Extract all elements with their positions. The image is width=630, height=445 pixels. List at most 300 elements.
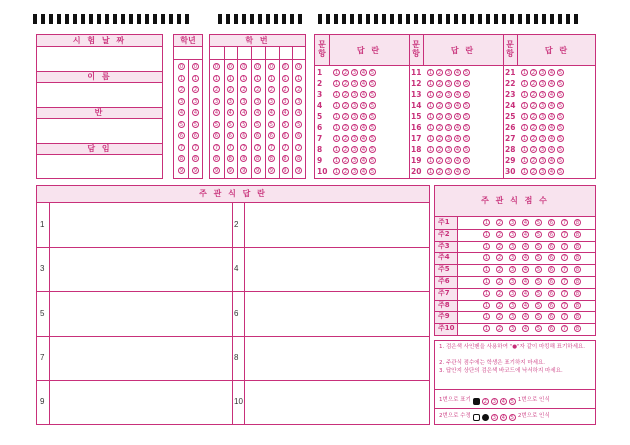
grade-bubble[interactable]: 3 <box>193 98 198 105</box>
score-bubble[interactable]: 2 <box>497 243 502 250</box>
student-number-bubble[interactable]: 8 <box>283 156 287 162</box>
mc-choice-bubble[interactable]: 2 <box>343 125 348 131</box>
mc-choice-bubble[interactable]: 5 <box>464 103 469 109</box>
mc-choice-bubble[interactable]: 3 <box>446 92 451 98</box>
mc-choice-bubble[interactable]: 4 <box>455 169 460 175</box>
score-bubble[interactable]: 3 <box>510 220 515 226</box>
mc-choice-bubble[interactable]: 5 <box>370 70 375 76</box>
mc-choice-bubble[interactable]: 2 <box>343 169 348 175</box>
student-number-bubble[interactable]: 6 <box>283 133 287 139</box>
mc-choice-bubble[interactable]: 4 <box>361 125 366 131</box>
score-bubble[interactable]: 4 <box>523 314 528 321</box>
student-number-bubble[interactable]: 7 <box>297 144 301 151</box>
mc-choice-bubble[interactable]: 4 <box>549 103 554 109</box>
mc-choice-bubble[interactable]: 1 <box>334 158 339 164</box>
grade-bubble[interactable]: 3 <box>179 98 184 105</box>
mc-choice-bubble[interactable]: 1 <box>334 169 339 175</box>
score-bubble[interactable]: 4 <box>523 231 528 238</box>
mc-choice-bubble[interactable]: 3 <box>446 147 451 153</box>
score-bubble[interactable]: 4 <box>523 279 528 285</box>
mc-choice-bubble[interactable]: 5 <box>464 158 469 164</box>
mc-choice-bubble[interactable]: 5 <box>558 114 563 120</box>
grade-bubble[interactable]: 4 <box>193 110 198 116</box>
student-number-bubble[interactable]: 1 <box>214 75 219 82</box>
grade-bubble[interactable]: 6 <box>193 133 198 139</box>
student-number-bubble[interactable]: 5 <box>297 121 301 128</box>
mc-choice-bubble[interactable]: 3 <box>446 125 451 131</box>
score-bubble[interactable]: 1 <box>484 314 489 321</box>
mc-choice-bubble[interactable]: 3 <box>446 136 451 142</box>
mc-choice-bubble[interactable]: 5 <box>558 147 563 153</box>
seal-field[interactable] <box>37 155 162 179</box>
mc-choice-bubble[interactable]: 5 <box>370 81 375 87</box>
mc-choice-bubble[interactable]: 3 <box>540 103 545 109</box>
grade-bubble[interactable]: 9 <box>179 167 184 174</box>
student-number-bubble[interactable]: 8 <box>256 156 260 162</box>
score-bubble[interactable]: 7 <box>562 255 567 262</box>
grade-bubble[interactable]: 7 <box>179 144 184 151</box>
mc-choice-bubble[interactable]: 5 <box>464 114 469 120</box>
student-number-bubble[interactable]: 5 <box>283 121 287 128</box>
score-bubble[interactable]: 2 <box>497 255 502 262</box>
mc-choice-bubble[interactable]: 1 <box>428 169 433 175</box>
score-bubble[interactable]: 6 <box>549 314 554 321</box>
score-bubble[interactable]: 8 <box>575 231 580 238</box>
mc-choice-bubble[interactable]: 1 <box>428 81 433 87</box>
student-number-bubble[interactable]: 7 <box>214 144 219 151</box>
score-bubble[interactable]: 1 <box>484 255 489 262</box>
score-bubble[interactable]: 2 <box>497 231 502 238</box>
mc-choice-bubble[interactable]: 1 <box>428 92 433 98</box>
score-bubble[interactable]: 4 <box>523 267 528 274</box>
student-number-bubble[interactable]: 2 <box>269 87 273 93</box>
student-number-bubble[interactable]: 9 <box>214 167 219 174</box>
mc-choice-bubble[interactable]: 2 <box>343 136 348 142</box>
student-number-bubble[interactable]: 0 <box>269 64 273 70</box>
mc-choice-bubble[interactable]: 3 <box>446 103 451 109</box>
mc-choice-bubble[interactable]: 4 <box>361 169 366 175</box>
grade-bubble[interactable]: 0 <box>179 64 184 70</box>
student-number-bubble[interactable]: 0 <box>297 64 301 70</box>
mc-choice-bubble[interactable]: 2 <box>437 136 442 142</box>
mc-choice-bubble[interactable]: 5 <box>558 158 563 164</box>
mc-choice-bubble[interactable]: 3 <box>352 136 357 142</box>
mc-choice-bubble[interactable]: 2 <box>437 169 442 175</box>
grade-bubble[interactable]: 9 <box>193 167 198 174</box>
mc-choice-bubble[interactable]: 5 <box>464 125 469 131</box>
score-bubble[interactable]: 5 <box>536 279 541 285</box>
mc-choice-bubble[interactable]: 3 <box>540 169 545 175</box>
score-bubble[interactable]: 1 <box>484 326 489 333</box>
mc-choice-bubble[interactable]: 4 <box>361 114 366 120</box>
mc-choice-bubble[interactable]: 1 <box>522 70 527 76</box>
mc-choice-bubble[interactable]: 1 <box>522 169 527 175</box>
mc-choice-bubble[interactable]: 4 <box>361 70 366 76</box>
student-number-bubble[interactable]: 5 <box>214 121 219 128</box>
grade-bubble[interactable]: 8 <box>179 156 184 162</box>
score-bubble[interactable]: 8 <box>575 314 580 321</box>
mc-choice-bubble[interactable]: 1 <box>428 125 433 131</box>
mc-choice-bubble[interactable]: 3 <box>352 169 357 175</box>
mc-choice-bubble[interactable]: 4 <box>361 92 366 98</box>
score-bubble[interactable]: 4 <box>523 302 528 309</box>
score-bubble[interactable]: 3 <box>510 290 515 297</box>
student-number-bubble[interactable]: 3 <box>269 98 273 105</box>
student-number-bubble[interactable]: 1 <box>269 75 273 82</box>
mc-choice-bubble[interactable]: 5 <box>370 125 375 131</box>
score-bubble[interactable]: 4 <box>523 255 528 262</box>
mc-choice-bubble[interactable]: 5 <box>370 92 375 98</box>
score-bubble[interactable]: 5 <box>536 243 541 250</box>
mc-choice-bubble[interactable]: 5 <box>370 136 375 142</box>
student-number-bubble[interactable]: 0 <box>242 64 246 70</box>
mc-choice-bubble[interactable]: 2 <box>343 114 348 120</box>
mc-choice-bubble[interactable]: 1 <box>334 114 339 120</box>
score-bubble[interactable]: 3 <box>510 279 515 285</box>
score-bubble[interactable]: 6 <box>549 302 554 309</box>
score-bubble[interactable]: 8 <box>575 302 580 309</box>
mc-choice-bubble[interactable]: 4 <box>549 92 554 98</box>
mc-choice-bubble[interactable]: 4 <box>549 136 554 142</box>
student-number-bubble[interactable]: 0 <box>256 64 260 70</box>
score-bubble[interactable]: 7 <box>562 314 567 321</box>
student-number-bubble[interactable]: 4 <box>269 110 273 116</box>
student-number-bubble[interactable]: 7 <box>256 144 260 151</box>
student-number-bubble[interactable]: 0 <box>214 64 219 70</box>
mc-choice-bubble[interactable]: 5 <box>558 169 563 175</box>
mc-choice-bubble[interactable]: 1 <box>334 136 339 142</box>
student-number-bubble[interactable]: 6 <box>297 133 301 139</box>
mc-choice-bubble[interactable]: 1 <box>522 103 527 109</box>
student-number-bubble[interactable]: 4 <box>297 110 301 116</box>
mc-choice-bubble[interactable]: 2 <box>437 147 442 153</box>
mc-choice-bubble[interactable]: 1 <box>428 147 433 153</box>
student-number-bubble[interactable]: 7 <box>228 144 232 151</box>
student-number-bubble[interactable]: 5 <box>228 121 232 128</box>
grade-bubble[interactable]: 4 <box>179 110 184 116</box>
mc-choice-bubble[interactable]: 2 <box>437 81 442 87</box>
mc-choice-bubble[interactable]: 3 <box>540 136 545 142</box>
grade-bubble[interactable]: 2 <box>179 87 184 93</box>
student-number-bubble[interactable]: 7 <box>283 144 287 151</box>
score-bubble[interactable]: 5 <box>536 302 541 309</box>
mc-choice-bubble[interactable]: 4 <box>361 103 366 109</box>
student-number-bubble[interactable]: 2 <box>214 87 219 93</box>
mc-choice-bubble[interactable]: 3 <box>540 125 545 131</box>
student-number-bubble[interactable]: 5 <box>242 121 246 128</box>
student-number-bubble[interactable]: 2 <box>256 87 260 93</box>
score-bubble[interactable]: 7 <box>562 302 567 309</box>
mc-choice-bubble[interactable]: 2 <box>531 136 536 142</box>
mc-choice-bubble[interactable]: 3 <box>446 114 451 120</box>
mc-choice-bubble[interactable]: 5 <box>464 92 469 98</box>
mc-choice-bubble[interactable]: 3 <box>352 70 357 76</box>
grade-bubble[interactable]: 8 <box>193 156 198 162</box>
mc-choice-bubble[interactable]: 1 <box>334 70 339 76</box>
mc-choice-bubble[interactable]: 2 <box>531 103 536 109</box>
student-number-bubble[interactable]: 9 <box>283 167 287 174</box>
mc-choice-bubble[interactable]: 1 <box>522 136 527 142</box>
score-bubble[interactable]: 8 <box>575 220 580 226</box>
score-bubble[interactable]: 5 <box>536 314 541 321</box>
score-bubble[interactable]: 3 <box>510 243 515 250</box>
student-number-bubble[interactable]: 1 <box>297 75 301 82</box>
score-bubble[interactable]: 3 <box>510 314 515 321</box>
mc-choice-bubble[interactable]: 3 <box>446 158 451 164</box>
mc-choice-bubble[interactable]: 2 <box>437 114 442 120</box>
score-bubble[interactable]: 3 <box>510 302 515 309</box>
score-bubble[interactable]: 2 <box>497 302 502 309</box>
date-field[interactable] <box>37 47 162 71</box>
score-bubble[interactable]: 3 <box>510 267 515 274</box>
mc-choice-bubble[interactable]: 4 <box>549 70 554 76</box>
mc-choice-bubble[interactable]: 2 <box>437 70 442 76</box>
mc-choice-bubble[interactable]: 3 <box>446 81 451 87</box>
mc-choice-bubble[interactable]: 4 <box>455 81 460 87</box>
student-number-bubble[interactable]: 2 <box>283 87 287 93</box>
grade-bubble[interactable]: 0 <box>193 64 198 70</box>
score-bubble[interactable]: 2 <box>497 267 502 274</box>
mc-choice-bubble[interactable]: 5 <box>464 70 469 76</box>
score-bubble[interactable]: 1 <box>484 290 489 297</box>
score-bubble[interactable]: 7 <box>562 231 567 238</box>
grade-bubble[interactable]: 1 <box>179 75 184 82</box>
mc-choice-bubble[interactable]: 2 <box>437 103 442 109</box>
mc-choice-bubble[interactable]: 2 <box>531 169 536 175</box>
student-number-bubble[interactable]: 7 <box>269 144 273 151</box>
student-number-bubble[interactable]: 6 <box>256 133 260 139</box>
mc-choice-bubble[interactable]: 1 <box>522 81 527 87</box>
mc-choice-bubble[interactable]: 1 <box>428 136 433 142</box>
score-bubble[interactable]: 1 <box>484 279 489 285</box>
student-number-bubble[interactable]: 1 <box>283 75 287 82</box>
score-bubble[interactable]: 7 <box>562 220 567 226</box>
mc-choice-bubble[interactable]: 5 <box>558 125 563 131</box>
mc-choice-bubble[interactable]: 3 <box>446 70 451 76</box>
grade-bubble[interactable]: 7 <box>193 144 198 151</box>
mc-choice-bubble[interactable]: 3 <box>352 103 357 109</box>
mc-choice-bubble[interactable]: 5 <box>558 136 563 142</box>
mc-choice-bubble[interactable]: 3 <box>352 125 357 131</box>
student-number-bubble[interactable]: 8 <box>228 156 232 162</box>
score-bubble[interactable]: 3 <box>510 326 515 333</box>
mc-choice-bubble[interactable]: 2 <box>343 92 348 98</box>
score-bubble[interactable]: 5 <box>536 326 541 333</box>
student-number-bubble[interactable]: 4 <box>256 110 260 116</box>
mc-choice-bubble[interactable]: 4 <box>549 169 554 175</box>
mc-choice-bubble[interactable]: 2 <box>531 114 536 120</box>
student-number-bubble[interactable]: 8 <box>214 156 219 162</box>
grade-bubble[interactable]: 5 <box>193 121 198 128</box>
mc-choice-bubble[interactable]: 2 <box>531 81 536 87</box>
student-number-bubble[interactable]: 5 <box>269 121 273 128</box>
mc-choice-bubble[interactable]: 3 <box>352 114 357 120</box>
student-number-bubble[interactable]: 1 <box>228 75 232 82</box>
mc-choice-bubble[interactable]: 2 <box>343 70 348 76</box>
score-bubble[interactable]: 4 <box>523 326 528 333</box>
score-bubble[interactable]: 6 <box>549 267 554 274</box>
student-number-bubble[interactable]: 5 <box>256 121 260 128</box>
student-number-bubble[interactable]: 8 <box>269 156 273 162</box>
mc-choice-bubble[interactable]: 4 <box>361 136 366 142</box>
student-number-bubble[interactable]: 3 <box>228 98 232 105</box>
score-bubble[interactable]: 1 <box>484 243 489 250</box>
mc-choice-bubble[interactable]: 4 <box>549 114 554 120</box>
score-bubble[interactable]: 8 <box>575 326 580 333</box>
student-number-bubble[interactable]: 4 <box>214 110 219 116</box>
mc-choice-bubble[interactable]: 2 <box>343 158 348 164</box>
mc-choice-bubble[interactable]: 4 <box>455 103 460 109</box>
student-number-bubble[interactable]: 3 <box>256 98 260 105</box>
mc-choice-bubble[interactable]: 4 <box>455 70 460 76</box>
student-number-bubble[interactable]: 6 <box>214 133 219 139</box>
student-number-bubble[interactable]: 9 <box>269 167 273 174</box>
student-number-bubble[interactable]: 1 <box>242 75 246 82</box>
mc-choice-bubble[interactable]: 5 <box>464 81 469 87</box>
mc-choice-bubble[interactable]: 4 <box>549 81 554 87</box>
mc-choice-bubble[interactable]: 2 <box>343 147 348 153</box>
mc-choice-bubble[interactable]: 4 <box>455 125 460 131</box>
student-number-bubble[interactable]: 4 <box>283 110 287 116</box>
student-number-bubble[interactable]: 9 <box>256 167 260 174</box>
mc-choice-bubble[interactable]: 1 <box>334 147 339 153</box>
mc-choice-bubble[interactable]: 3 <box>540 158 545 164</box>
mc-choice-bubble[interactable]: 4 <box>455 92 460 98</box>
mc-choice-bubble[interactable]: 4 <box>455 158 460 164</box>
mc-choice-bubble[interactable]: 5 <box>464 169 469 175</box>
mc-choice-bubble[interactable]: 5 <box>558 103 563 109</box>
mc-choice-bubble[interactable]: 1 <box>522 158 527 164</box>
score-bubble[interactable]: 5 <box>536 267 541 274</box>
score-bubble[interactable]: 2 <box>497 314 502 321</box>
mc-choice-bubble[interactable]: 5 <box>370 114 375 120</box>
student-number-bubble[interactable]: 6 <box>228 133 232 139</box>
mc-choice-bubble[interactable]: 3 <box>352 92 357 98</box>
student-number-bubble[interactable]: 0 <box>283 64 287 70</box>
student-number-bubble[interactable]: 9 <box>228 167 232 174</box>
score-bubble[interactable]: 2 <box>497 326 502 333</box>
student-number-bubble[interactable]: 3 <box>283 98 287 105</box>
score-bubble[interactable]: 2 <box>497 220 502 226</box>
mc-choice-bubble[interactable]: 4 <box>361 158 366 164</box>
score-bubble[interactable]: 2 <box>497 290 502 297</box>
mc-choice-bubble[interactable]: 3 <box>540 114 545 120</box>
mc-choice-bubble[interactable]: 5 <box>558 81 563 87</box>
student-number-bubble[interactable]: 3 <box>297 98 301 105</box>
student-number-bubble[interactable]: 6 <box>242 133 246 139</box>
score-bubble[interactable]: 1 <box>484 267 489 274</box>
mc-choice-bubble[interactable]: 5 <box>370 158 375 164</box>
score-bubble[interactable]: 6 <box>549 220 554 226</box>
grade-bubble[interactable]: 6 <box>179 133 184 139</box>
mc-choice-bubble[interactable]: 1 <box>334 81 339 87</box>
score-bubble[interactable]: 1 <box>484 302 489 309</box>
mc-choice-bubble[interactable]: 3 <box>446 169 451 175</box>
student-number-bubble[interactable]: 4 <box>228 110 232 116</box>
score-bubble[interactable]: 5 <box>536 255 541 262</box>
mc-choice-bubble[interactable]: 3 <box>352 158 357 164</box>
score-bubble[interactable]: 6 <box>549 243 554 250</box>
mc-choice-bubble[interactable]: 4 <box>455 136 460 142</box>
mc-choice-bubble[interactable]: 2 <box>531 147 536 153</box>
mc-choice-bubble[interactable]: 4 <box>361 147 366 153</box>
mc-choice-bubble[interactable]: 3 <box>540 147 545 153</box>
mc-choice-bubble[interactable]: 5 <box>370 103 375 109</box>
student-number-bubble[interactable]: 0 <box>228 64 232 70</box>
grade-bubble[interactable]: 5 <box>179 121 184 128</box>
mc-choice-bubble[interactable]: 2 <box>437 92 442 98</box>
mc-choice-bubble[interactable]: 5 <box>464 136 469 142</box>
student-number-bubble[interactable]: 8 <box>242 156 246 162</box>
score-bubble[interactable]: 8 <box>575 243 580 250</box>
mc-choice-bubble[interactable]: 4 <box>455 114 460 120</box>
mc-choice-bubble[interactable]: 1 <box>522 92 527 98</box>
mc-choice-bubble[interactable]: 5 <box>370 169 375 175</box>
score-bubble[interactable]: 4 <box>523 243 528 250</box>
mc-choice-bubble[interactable]: 1 <box>428 114 433 120</box>
mc-choice-bubble[interactable]: 2 <box>531 92 536 98</box>
student-number-bubble[interactable]: 2 <box>297 87 301 93</box>
score-bubble[interactable]: 8 <box>575 267 580 274</box>
student-number-bubble[interactable]: 2 <box>228 87 232 93</box>
mc-choice-bubble[interactable]: 3 <box>540 92 545 98</box>
score-bubble[interactable]: 6 <box>549 231 554 238</box>
mc-choice-bubble[interactable]: 3 <box>352 81 357 87</box>
mc-choice-bubble[interactable]: 3 <box>352 147 357 153</box>
mc-choice-bubble[interactable]: 4 <box>549 125 554 131</box>
mc-choice-bubble[interactable]: 5 <box>464 147 469 153</box>
mc-choice-bubble[interactable]: 1 <box>522 147 527 153</box>
class-field[interactable] <box>37 119 162 143</box>
mc-choice-bubble[interactable]: 2 <box>531 70 536 76</box>
score-bubble[interactable]: 6 <box>549 290 554 297</box>
grade-bubble[interactable]: 1 <box>193 75 198 82</box>
score-bubble[interactable]: 7 <box>562 326 567 333</box>
student-number-bubble[interactable]: 2 <box>242 87 246 93</box>
student-number-bubble[interactable]: 9 <box>242 167 246 174</box>
score-bubble[interactable]: 8 <box>575 255 580 262</box>
score-bubble[interactable]: 8 <box>575 279 580 285</box>
score-bubble[interactable]: 3 <box>510 255 515 262</box>
score-bubble[interactable]: 5 <box>536 290 541 297</box>
score-bubble[interactable]: 6 <box>549 279 554 285</box>
score-bubble[interactable]: 1 <box>484 231 489 238</box>
mc-choice-bubble[interactable]: 2 <box>437 158 442 164</box>
score-bubble[interactable]: 6 <box>549 326 554 333</box>
student-number-bubble[interactable]: 1 <box>256 75 260 82</box>
score-bubble[interactable]: 7 <box>562 267 567 274</box>
mc-choice-bubble[interactable]: 2 <box>343 103 348 109</box>
mc-choice-bubble[interactable]: 5 <box>370 147 375 153</box>
mc-choice-bubble[interactable]: 2 <box>343 81 348 87</box>
mc-choice-bubble[interactable]: 5 <box>558 92 563 98</box>
mc-choice-bubble[interactable]: 5 <box>558 70 563 76</box>
mc-choice-bubble[interactable]: 1 <box>522 114 527 120</box>
mc-choice-bubble[interactable]: 4 <box>549 158 554 164</box>
score-bubble[interactable]: 7 <box>562 290 567 297</box>
mc-choice-bubble[interactable]: 4 <box>549 147 554 153</box>
mc-choice-bubble[interactable]: 3 <box>540 70 545 76</box>
score-bubble[interactable]: 3 <box>510 231 515 238</box>
student-number-bubble[interactable]: 6 <box>269 133 273 139</box>
score-bubble[interactable]: 5 <box>536 220 541 226</box>
student-number-bubble[interactable]: 3 <box>242 98 246 105</box>
mc-choice-bubble[interactable]: 3 <box>540 81 545 87</box>
score-bubble[interactable]: 2 <box>497 279 502 285</box>
score-bubble[interactable]: 4 <box>523 290 528 297</box>
mc-choice-bubble[interactable]: 1 <box>428 158 433 164</box>
score-bubble[interactable]: 7 <box>562 279 567 285</box>
